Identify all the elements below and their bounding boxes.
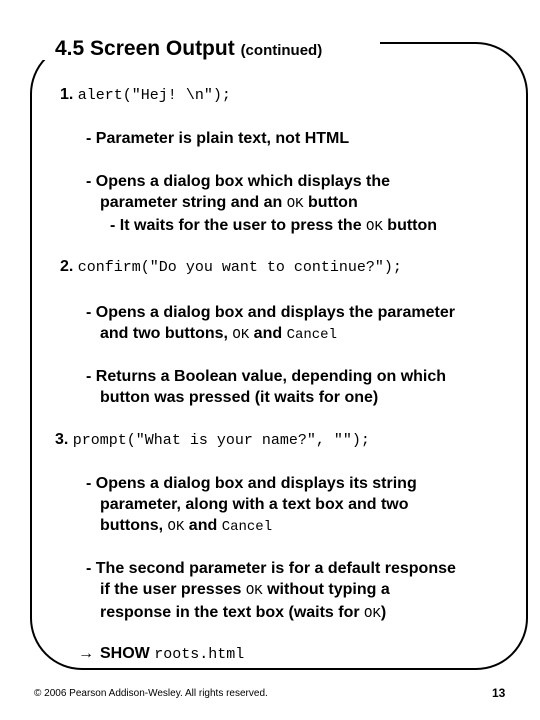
ok-code: OK xyxy=(167,519,185,535)
item-2 xyxy=(60,258,402,276)
bullet-boolean xyxy=(86,366,446,408)
bullet-line: - Opens a dialog box and displays the parameter xyxy=(86,304,455,321)
title-sub: (continued) xyxy=(240,42,323,59)
bullet-dialog-prompt xyxy=(86,473,417,538)
item-3 xyxy=(55,431,370,449)
bullet-plain-text xyxy=(86,128,349,149)
text: ) xyxy=(380,604,387,621)
text: and xyxy=(184,517,222,534)
cancel-code: Cancel xyxy=(221,519,273,535)
item-3-code: prompt("What is your name?", ""); xyxy=(72,432,370,449)
title-main: 4.5 Screen Output xyxy=(55,37,235,60)
bullet-line: - The second parameter is for a default response xyxy=(86,560,456,577)
ok-code: OK xyxy=(364,606,381,622)
show-file: roots.html xyxy=(154,646,245,663)
bullet-default-response xyxy=(86,558,456,625)
text: - It waits for the user to press the xyxy=(110,217,367,234)
text: buttons, xyxy=(100,517,168,534)
text: and two buttons, xyxy=(100,325,233,342)
item-1-num: 1. xyxy=(60,86,74,103)
item-2-code: confirm("Do you want to continue?"); xyxy=(77,259,402,276)
item-1-code: alert("Hej! \n"); xyxy=(77,87,231,104)
copyright-footer: © 2006 Pearson Addison-Wesley. All rights reserved. xyxy=(34,688,268,699)
show-label: SHOW xyxy=(100,645,150,662)
ok-code: OK xyxy=(286,196,304,212)
text: without typing a xyxy=(262,581,390,598)
ok-code: OK xyxy=(366,219,383,235)
bullet-dialog-alert xyxy=(86,171,437,238)
bullet-line xyxy=(86,215,437,238)
bullet-line: parameter, along with a text box and two xyxy=(100,496,409,513)
bullet-line: button was pressed (it waits for one) xyxy=(100,389,379,406)
text: and xyxy=(249,325,287,342)
item-2-num: 2. xyxy=(60,258,74,275)
bullet-line xyxy=(86,602,456,625)
text: if the user presses xyxy=(100,581,246,598)
item-1 xyxy=(60,86,231,104)
bullet-dialog-confirm xyxy=(86,302,455,346)
text: button xyxy=(382,217,438,234)
bullet-line xyxy=(86,192,437,215)
page-number: 13 xyxy=(492,686,506,700)
item-3-num: 3. xyxy=(55,431,69,448)
show-link xyxy=(78,645,244,663)
text: button xyxy=(303,194,358,211)
ok-code: OK xyxy=(245,583,263,599)
ok-code: OK xyxy=(232,327,250,343)
bullet-line: - Returns a Boolean value, depending on which xyxy=(86,368,447,385)
cancel-code: Cancel xyxy=(286,327,337,343)
text: parameter string and an xyxy=(100,194,287,211)
arrow-right-icon: → xyxy=(78,645,94,662)
bullet-line xyxy=(86,515,417,538)
bullet-line: - Opens a dialog box and displays its string xyxy=(86,475,417,492)
bullet-line: - Opens a dialog box which displays the xyxy=(86,173,391,190)
slide-title xyxy=(55,37,322,61)
bullet-line xyxy=(86,323,455,346)
bullet-line xyxy=(86,579,456,602)
bullet-line: - Parameter is plain text, not HTML xyxy=(86,130,350,147)
text: response in the text box (waits for xyxy=(100,604,365,621)
